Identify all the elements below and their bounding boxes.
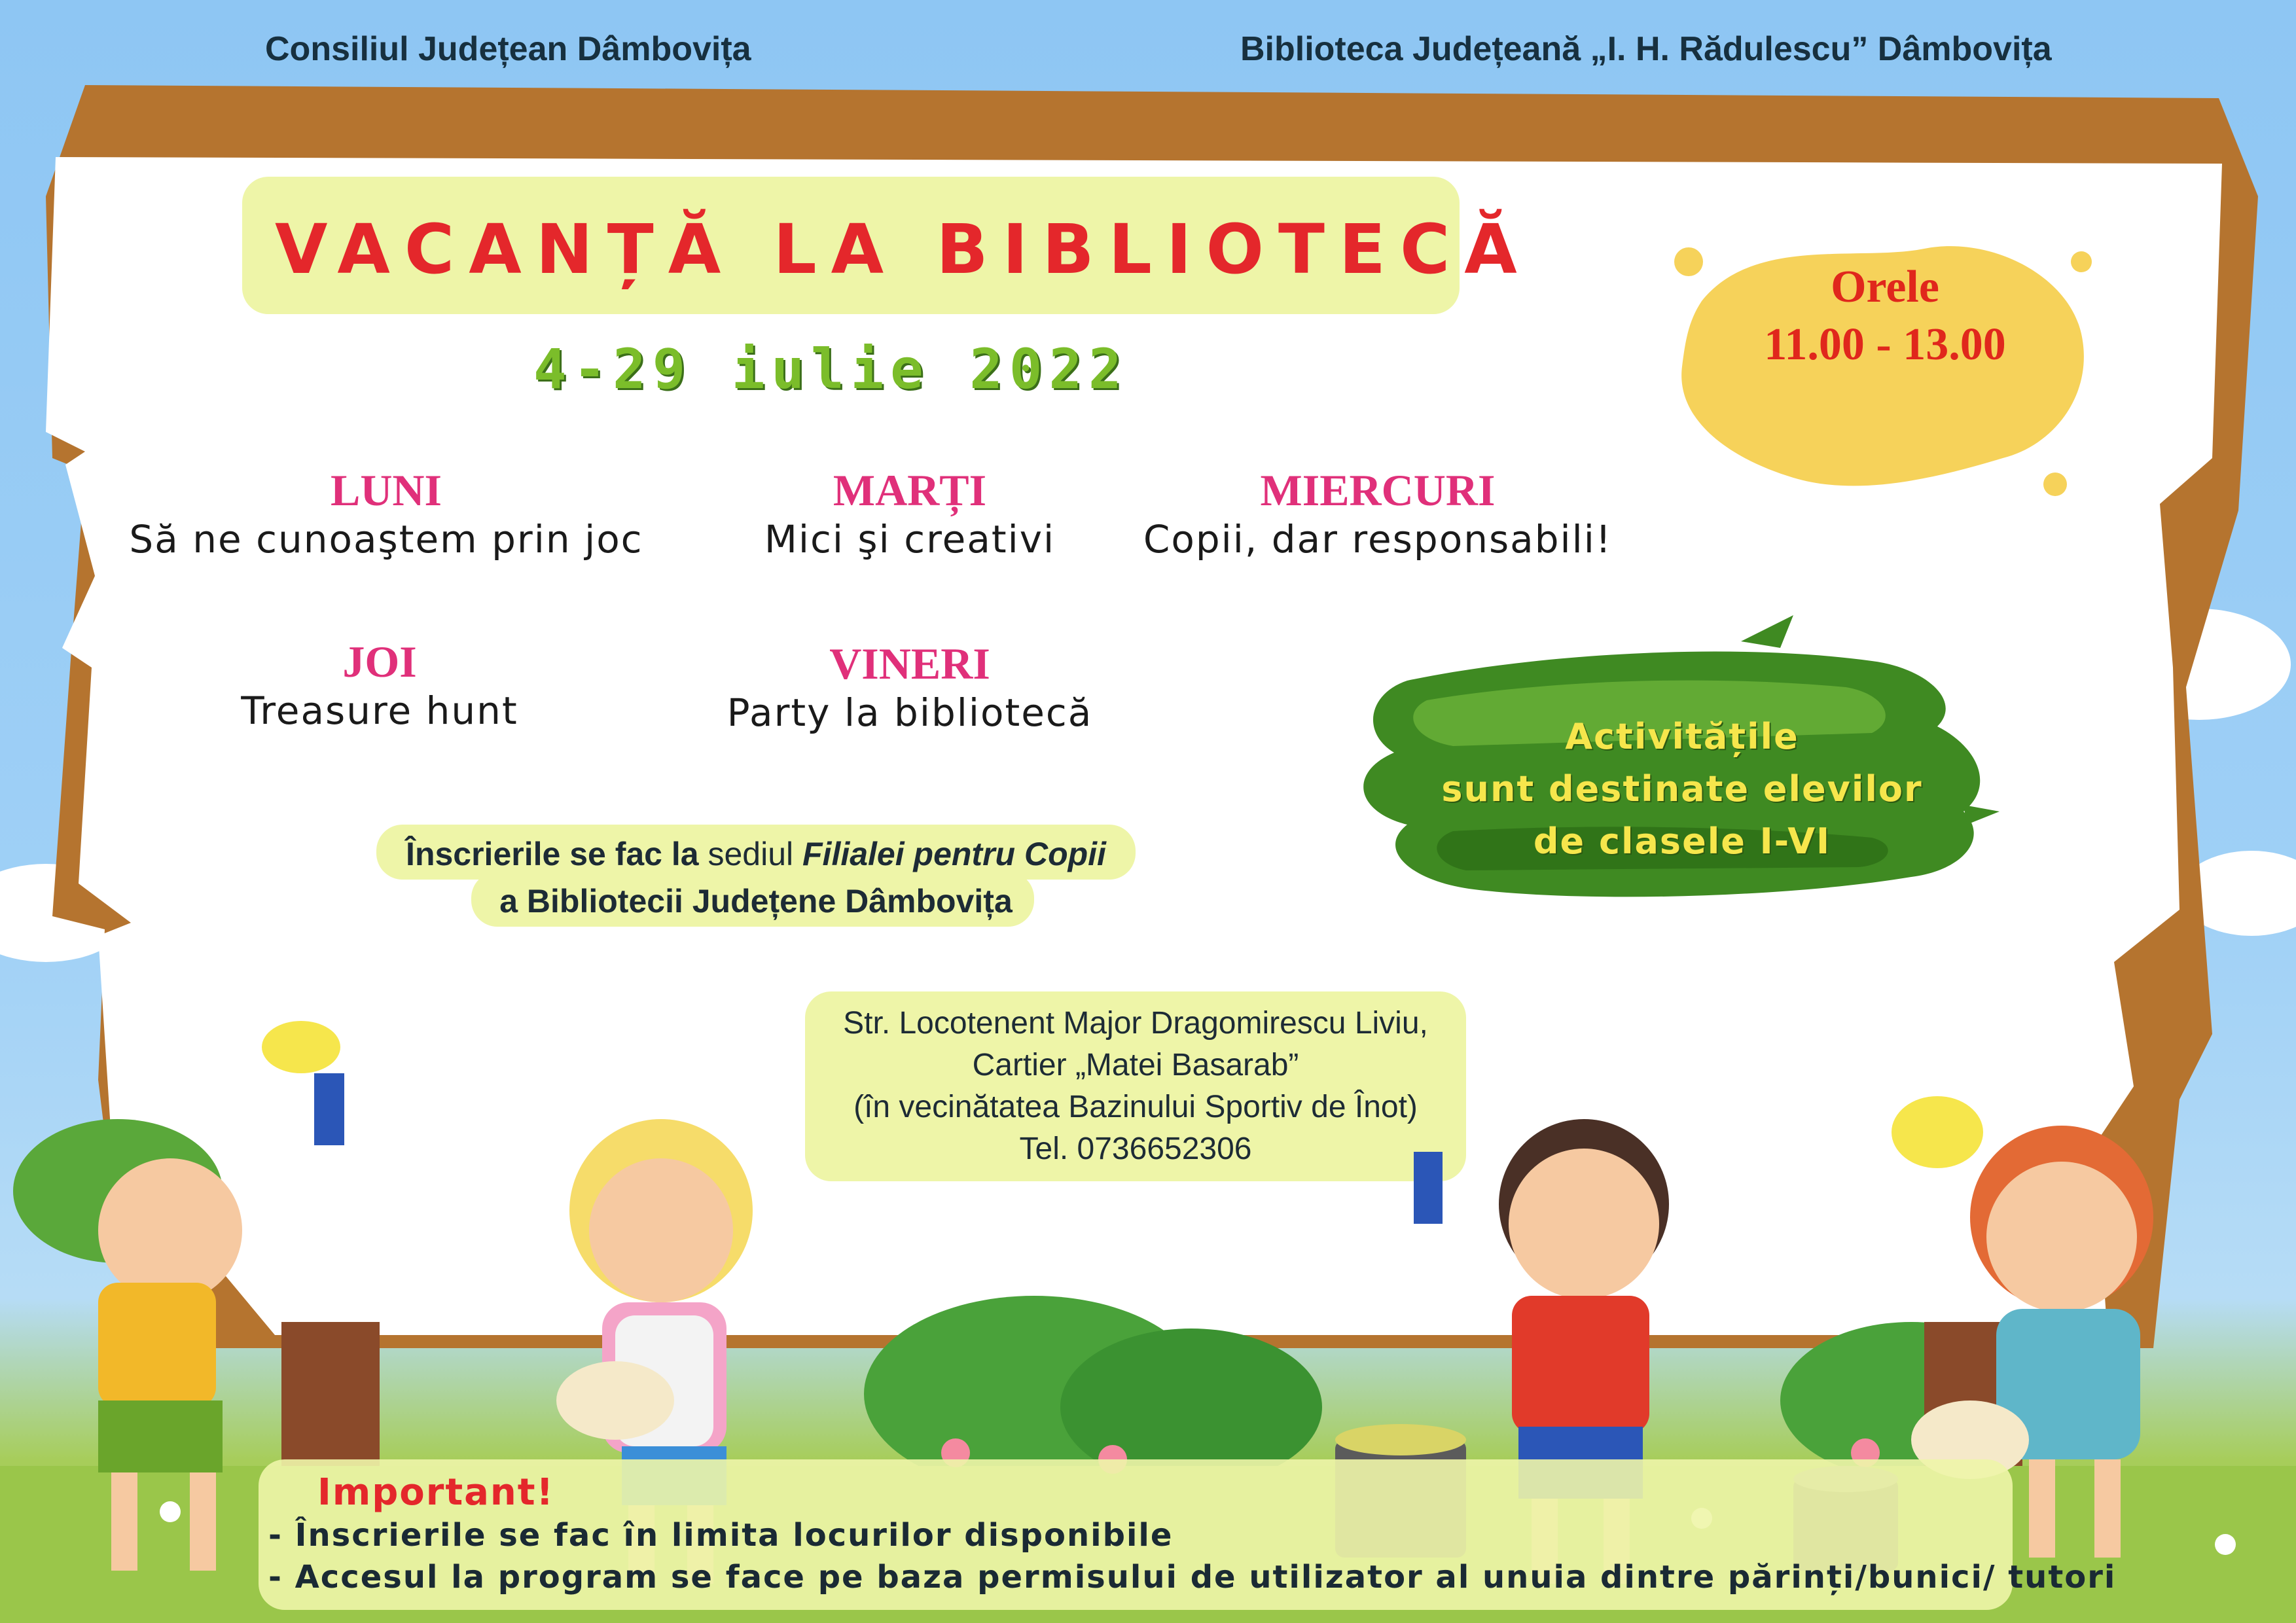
- important-title: Important!: [317, 1471, 555, 1514]
- day-wednesday: MIERCURI: [1260, 465, 1496, 515]
- registration-text-c: Filialei pentru Copii: [802, 836, 1106, 872]
- audience-line-3: de clasele I-VI: [1533, 821, 1831, 862]
- day-friday: VINERI: [829, 639, 990, 688]
- hours-label: Orele: [1831, 262, 1939, 312]
- audience-line-2: sunt destinate elevilor: [1441, 768, 1923, 810]
- activity-friday: Party la bibliotecă: [726, 690, 1093, 735]
- activity-tuesday: Mici şi creativi: [764, 517, 1056, 562]
- date-range: 4-29 iulie 2022: [533, 337, 1128, 401]
- address-line-2: Cartier „Matei Basarab”: [972, 1048, 1299, 1082]
- day-tuesday: MARȚI: [833, 465, 987, 515]
- audience-line-1: Activitățile: [1565, 716, 1799, 757]
- registration-text-a: Înscrierile se fac la: [406, 836, 699, 872]
- registration-line-2: a Bibliotecii Județene Dâmbovița: [499, 883, 1013, 919]
- important-note-1: - Înscrierile se fac în limita locurilor disponibile: [268, 1517, 1174, 1554]
- page-title: VACANȚĂ LA BIBLIOTECĂ: [275, 209, 1532, 289]
- address-phone: Tel. 0736652306: [1019, 1132, 1252, 1166]
- address-line-1: Str. Locotenent Major Dragomirescu Liviu,: [843, 1006, 1428, 1041]
- council-name: Consiliul Județean Dâmbovița: [265, 30, 751, 68]
- hours-time: 11.00 - 13.00: [1764, 319, 2006, 370]
- activity-thursday: Treasure hunt: [241, 688, 518, 733]
- address-line-3: (în vecinătatea Bazinului Sportiv de Înot): [853, 1090, 1418, 1124]
- library-name: Biblioteca Județeană „I. H. Rădulescu” Dâmbovița: [1240, 30, 2052, 68]
- important-note-2: - Accesul la program se face pe baza permisului de utilizator al unuia dintre părinți/bunici/ tutori: [268, 1559, 2117, 1596]
- day-thursday: JOI: [342, 637, 417, 687]
- activity-monday: Să ne cunoaştem prin joc: [129, 517, 643, 562]
- registration-line-1: [367, 830, 1145, 878]
- registration-text-b: sediul: [708, 836, 794, 872]
- day-monday: LUNI: [330, 465, 442, 515]
- activity-wednesday: Copii, dar responsabili!: [1143, 517, 1613, 562]
